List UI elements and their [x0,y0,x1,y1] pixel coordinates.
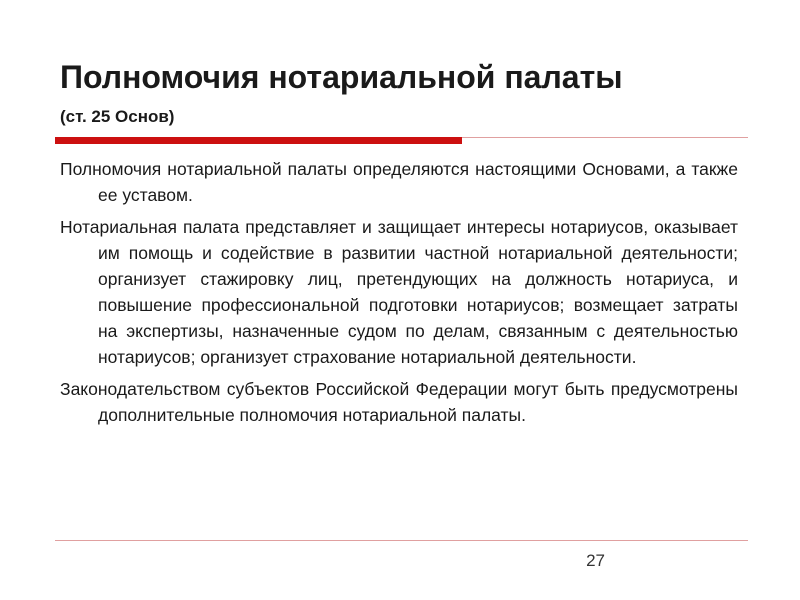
slide-subtitle: (ст. 25 Основ) [60,107,175,126]
page-number: 27 [586,551,605,570]
title-divider-accent [55,137,462,144]
paragraph-powers-definition: Полномочия нотариальной палаты определяются настоящими Основами, а также ее уставом. [60,159,738,205]
paragraph-chamber-duties: Нотариальная палата представляет и защищает интересы нотариусов, оказывает им помощь и содействие в развитии частной нотариальной деятельности; организует стажировку лиц, претендующих на должность нотариуса, и повышение профессиональной подготовки нотариусов; возмещает затраты на экспертизы, назначенные судом по делам, связанным с деятельностью нотариусов; организует страхование нотариальной деятельности. [60,217,738,367]
slide-body [60,156,738,434]
slide-title: Полномочия нотариальной палаты [60,59,623,95]
paragraph-additional-powers: Законодательством субъектов Российской Федерации могут быть предусмотрены дополнительные полномочия нотариальной палаты. [60,379,738,425]
footer-divider [55,540,748,541]
